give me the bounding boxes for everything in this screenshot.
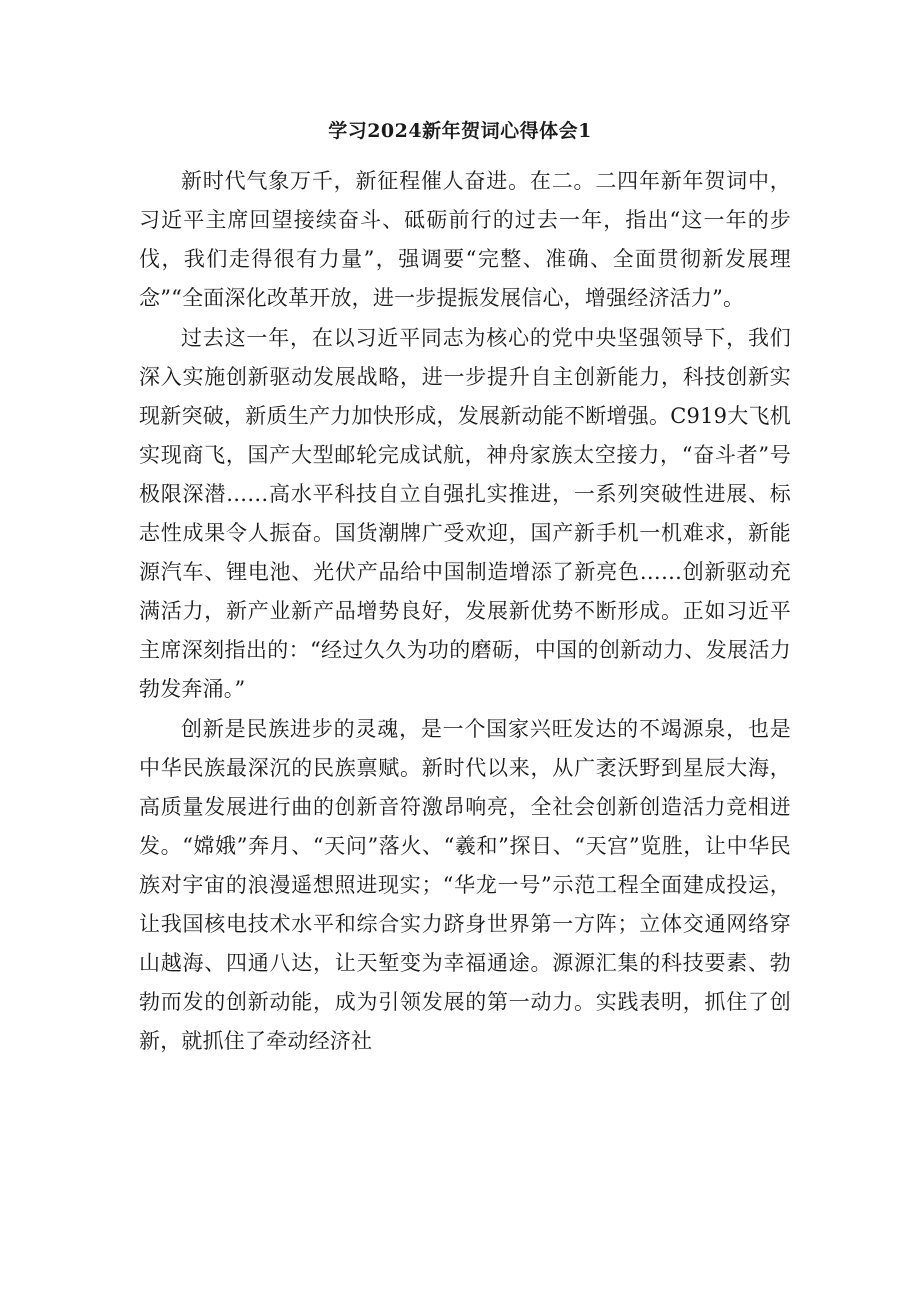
document-title: 学习2024新年贺词心得体会1 <box>328 120 592 142</box>
paragraph-3: 创新是民族进步的灵魂，是一个国家兴旺发达的不竭源泉，也是中华民族最深沉的民族禀赋。新时代以来，从广袤沃野到星辰大海，高质量发展进行曲的创新音符激昂响亮，全社会创新创造活力竞相迸发。“嫦娥”奔月、“天问”落火、“羲和”探日、“天宫”览胜，让中华民族对宇宙的浪漫遥想照进现实；“华龙一号”示范工程全面建成投运，让我国核电技术水平和综合实力跻身世界第一方阵；立体交通网络穿山越海、四通八达，让天堑变为幸福通途。源源汇集的科技要素、勃勃而发的创新动能，成为引领发展的第一动力。实践表明，抓住了创新，就抓住了牵动经济社 <box>139 717 791 1053</box>
paragraph-1: 新时代气象万千，新征程催人奋进。在二。二四年新年贺词中，习近平主席回望接续奋斗、砥砺前行的过去一年，指出“这一年的步伐，我们走得很有力量”，强调要“完整、准确、全面贯彻新发展理念”“全面深化改革开放，进一步提振发展信心，增强经济活力”。 <box>139 169 791 310</box>
document-body <box>139 162 791 1061</box>
paragraph-2: 过去这一年，在以习近平同志为核心的党中央坚强领导下，我们深入实施创新驱动发展战略，进一步提升自主创新能力，科技创新实现新突破，新质生产力加快形成，发展新动能不断增强。C919大飞机实现商飞，国产大型邮轮完成试航，神舟家族太空接力，“奋斗者”号极限深潜……高水平科技自立自强扎实推进，一系列突破性进展、标志性成果令人振奋。国货潮牌广受欢迎，国产新手机一机难求，新能源汽车、锂电池、光伏产品给中国制造增添了新亮色……创新驱动充满活力，新产业新产品增势良好，发展新优势不断形成。正如习近平主席深刻指出的：“经过久久为功的磨砺，中国的创新动力、发展活力勃发奔涌。” <box>139 326 791 701</box>
